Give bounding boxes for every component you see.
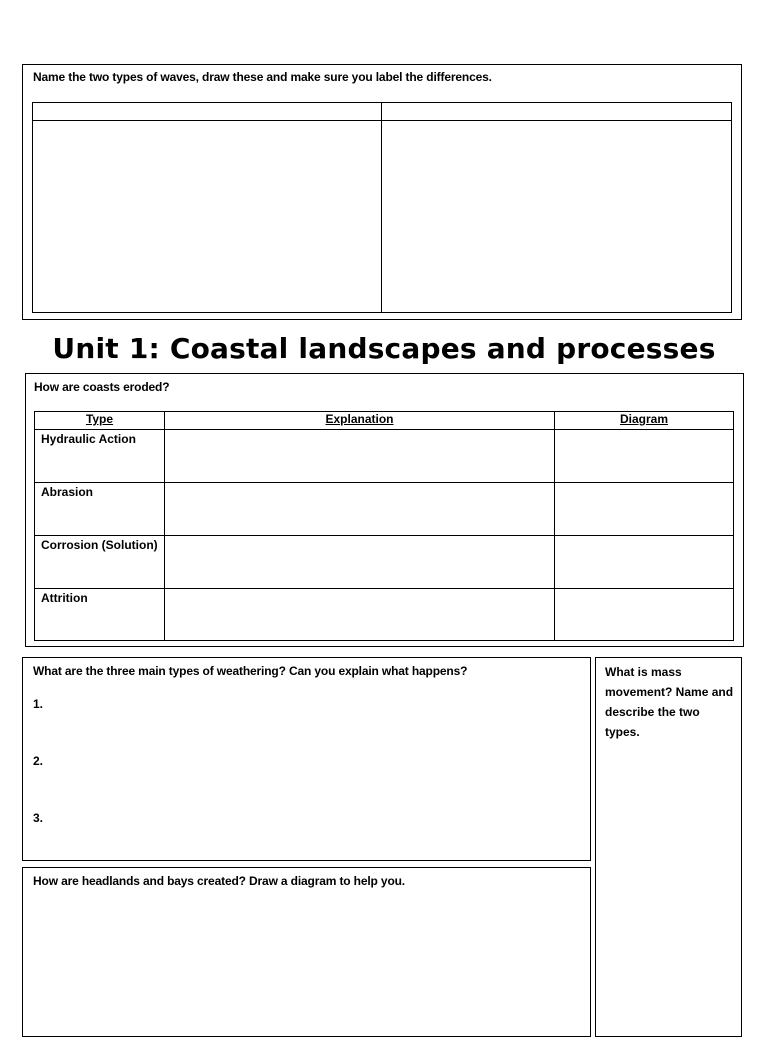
row-label-attrition: Attrition xyxy=(41,591,88,605)
page-title: Unit 1: Coastal landscapes and processes xyxy=(52,332,716,365)
headlands-section xyxy=(22,867,591,1037)
erosion-col-divider-1 xyxy=(164,411,165,641)
row-label-corrosion: Corrosion (Solution) xyxy=(41,538,158,552)
weathering-item-2: 2. xyxy=(33,754,44,768)
row-label-hydraulic-action: Hydraulic Action xyxy=(41,432,136,446)
erosion-row-line-1 xyxy=(34,482,734,483)
erosion-prompt: How are coasts eroded? xyxy=(34,380,170,394)
erosion-row-line-2 xyxy=(34,535,734,536)
erosion-row-line-3 xyxy=(34,588,734,589)
col-header-explanation: Explanation xyxy=(325,412,394,426)
weathering-prompt: What are the three main types of weathering? Can you explain what happens? xyxy=(33,664,468,678)
wave-type-1-cell[interactable] xyxy=(33,121,380,312)
mass-movement-prompt: What is mass movement? Name and describe the two types. xyxy=(605,665,734,739)
erosion-table xyxy=(34,411,734,641)
wave-type-2-cell[interactable] xyxy=(382,121,731,312)
waves-prompt: Name the two types of waves, draw these and make sure you label the differences. xyxy=(33,70,492,84)
weathering-item-1: 1. xyxy=(33,697,44,711)
weathering-section xyxy=(22,657,591,861)
headlands-prompt: How are headlands and bays created? Draw a diagram to help you. xyxy=(33,874,405,888)
row-label-abrasion: Abrasion xyxy=(41,485,94,499)
col-header-diagram: Diagram xyxy=(619,412,669,426)
erosion-col-divider-2 xyxy=(554,411,555,641)
weathering-item-3: 3. xyxy=(33,811,44,825)
erosion-header-line xyxy=(34,429,734,430)
col-header-type: Type xyxy=(85,412,114,426)
